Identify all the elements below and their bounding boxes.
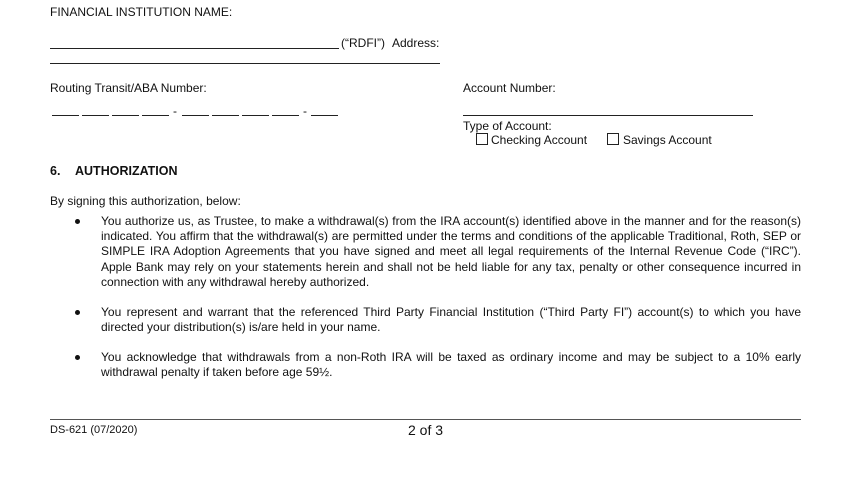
authorization-intro: By signing this authorization, below:	[50, 194, 241, 208]
routing-digit-8[interactable]	[272, 115, 299, 116]
bullet-icon	[75, 310, 80, 315]
bullet-icon	[75, 355, 80, 360]
address-field[interactable]	[50, 63, 440, 64]
routing-number-label: Routing Transit/ABA Number:	[50, 81, 207, 95]
routing-digit-7[interactable]	[242, 115, 269, 116]
account-number-field[interactable]	[463, 115, 753, 116]
address-label: Address:	[392, 36, 440, 50]
checking-account-label: Checking Account	[491, 133, 588, 147]
bullet-icon	[75, 219, 80, 224]
section-title: AUTHORIZATION	[75, 164, 178, 178]
account-type-label: Type of Account:	[463, 119, 552, 133]
savings-account-label: Savings Account	[623, 133, 712, 147]
section-number: 6.	[50, 164, 61, 178]
routing-digit-5[interactable]	[182, 115, 209, 116]
institution-heading: FINANCIAL INSTITUTION NAME:	[50, 5, 233, 19]
routing-digit-6[interactable]	[212, 115, 239, 116]
routing-separator: -	[303, 104, 307, 118]
routing-separator: -	[173, 104, 177, 118]
routing-digit-2[interactable]	[82, 115, 109, 116]
form-id: DS-621 (07/2020)	[50, 424, 138, 436]
routing-digit-1[interactable]	[52, 115, 79, 116]
authorization-bullet-3: You acknowledge that withdrawals from a non-Roth IRA will be taxed as ordinary income and may be subject to a 10% early withdrawal penalty if taken before age 59½.	[101, 350, 801, 380]
authorization-bullet-2: You represent and warrant that the referenced Third Party Financial Institution (“Third Party FI”) account(s) to which you have directed your distribution(s) is/are held in your name.	[101, 305, 801, 335]
rdfi-label: (“RDFI”)	[341, 36, 385, 50]
checking-account-checkbox[interactable]	[476, 133, 488, 145]
page-number: 2 of 3	[408, 422, 444, 438]
routing-digit-4[interactable]	[142, 115, 169, 116]
account-number-label: Account Number:	[463, 81, 556, 95]
footer-divider	[50, 419, 801, 420]
authorization-bullet-1: You authorize us, as Trustee, to make a withdrawal(s) from the IRA account(s) identified above in the manner and for the reason(s) indicated. You affirm that the withdrawal(s) are permitted under the terms and conditions of the applicable Traditional, Roth, SEP or SIMPLE IRA Adoption Agreements that you have signed and meet all legal requirements of the Internal Revenue Code (“IRC”). Apple Bank may rely on your statements herein and shall not be held liable for any tax, penalty or other consequence incurred in connection with any withdrawal hereby authorized.	[101, 214, 801, 289]
routing-digit-3[interactable]	[112, 115, 139, 116]
savings-account-checkbox[interactable]	[607, 133, 619, 145]
routing-digit-9[interactable]	[311, 115, 338, 116]
institution-name-field[interactable]	[50, 48, 339, 49]
